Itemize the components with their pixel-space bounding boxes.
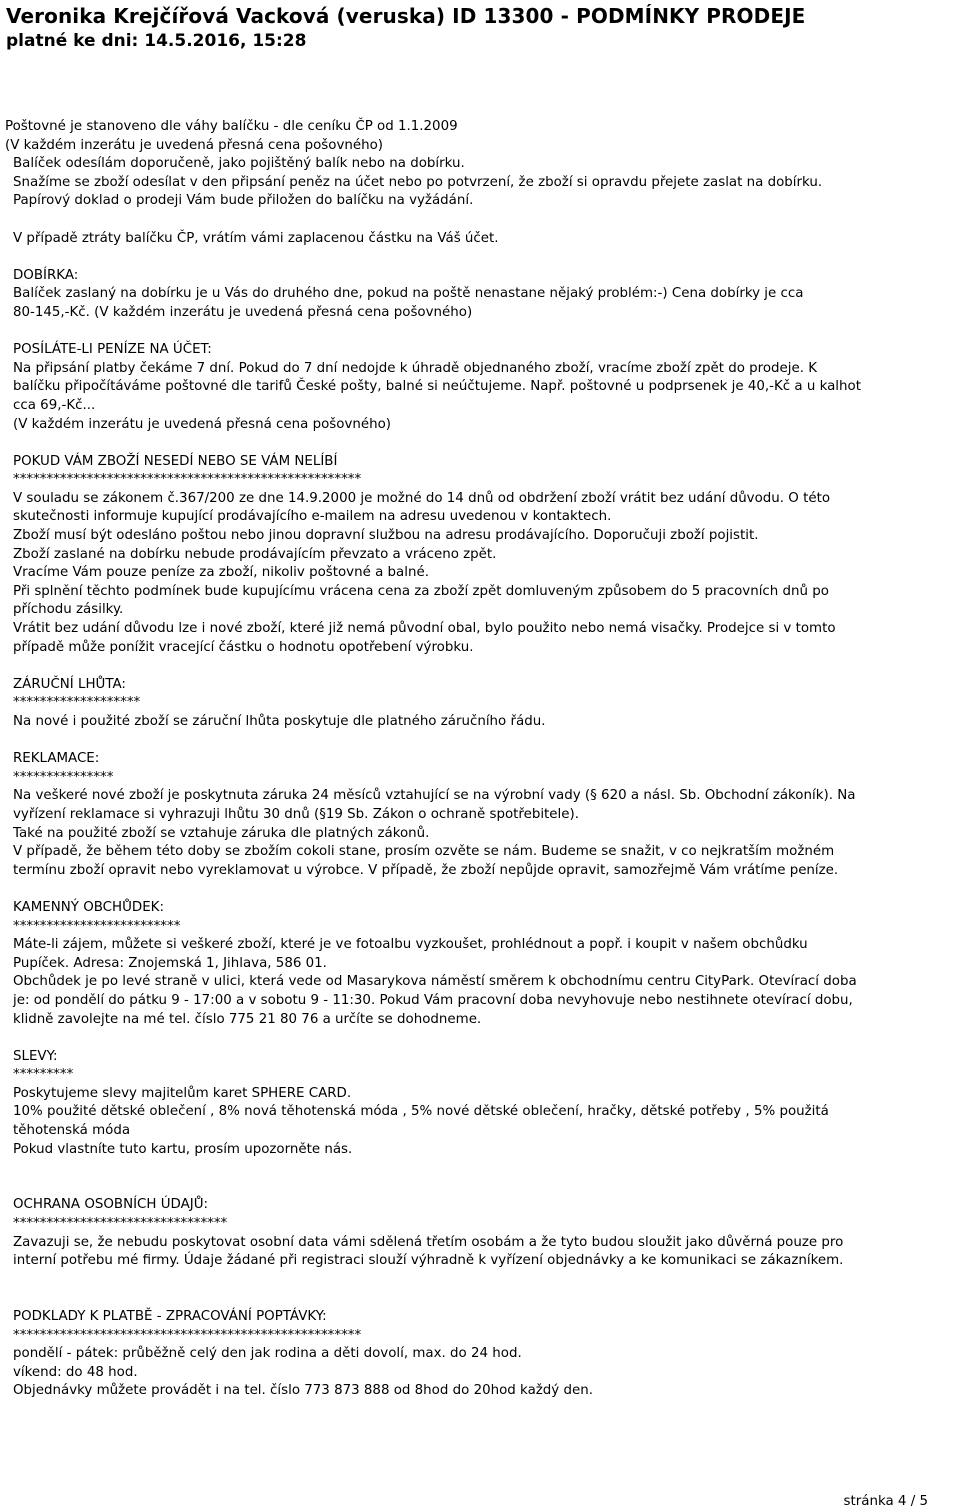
text-line: Objednávky můžete provádět i na tel. číslo 773 873 888 od 8hod do 20hod každý den. [13, 1383, 593, 1399]
text-line: termínu zboží opravit nebo vyreklamovat u výrobce. V případě, že zboží nepůjde opravit, samozřejmě Vám vrátíme peníze. [13, 862, 839, 878]
text-line: ************************* [13, 918, 181, 934]
text-line: (V každém inzerátu je uvedená přesná cena pošovného) [13, 416, 392, 432]
text-line: Poskytujeme slevy majitelům karet SPHERE CARD. [13, 1085, 352, 1101]
text-line: *************** [13, 769, 114, 785]
text-line: POSÍLÁTE-LI PENÍZE NA ÚČET: [13, 342, 212, 358]
blank-line [5, 1029, 955, 1048]
text-line: pondělí - pátek: průběžně celý den jak rodina a děti dovolí, max. do 24 hod. [13, 1346, 522, 1362]
text-line: 10% použité dětské oblečení , 8% nová těhotenská móda , 5% nové dětské oblečení, hračky, dětské potřeby , 5% použitá [13, 1104, 829, 1120]
text-line: Zavazuji se, že nebudu poskytovat osobní data vámi sdělená třetím osobám a že tyto budou sloužit jako důvěrná pouze pro [13, 1234, 844, 1250]
text-line: ******************* [13, 695, 141, 711]
text-line: těhotenská móda [13, 1123, 131, 1139]
text-line: ********* [13, 1067, 74, 1083]
blank-line [5, 732, 955, 751]
text-line: Máte-li zájem, můžete si veškeré zboží, které je ve fotoalbu vyzkoušet, prohlédnout a popř. i koupit v našem obchůdku [13, 937, 808, 953]
text-line: REKLAMACE: [13, 751, 100, 767]
text-line: je: od pondělí do pátku 9 - 17:00 a v sobotu 9 - 11:30. Pokud Vám pracovní doba nevyhovuje nebo nestihnete otevírací dobu, [13, 992, 853, 1008]
text-line: cca 69,-Kč... [13, 397, 96, 413]
text-line: příchodu zásilky. [13, 602, 124, 618]
text-line: Pupíček. Adresa: Znojemská 1, Jihlava, 586 01. [13, 955, 327, 971]
blank-line [5, 1159, 955, 1178]
text-line: Na veškeré nové zboží je poskytnuta záruka 24 měsíců vztahující se na výrobní vady (§ 620 a násl. Sb. Obchodní zákoník). Na [13, 788, 856, 804]
blank-line [5, 1289, 955, 1308]
text-line: V případě ztráty balíčku ČP, vrátím vámi zaplacenou částku na Váš účet. [13, 230, 499, 246]
text-line: Také na použité zboží se vztahuje záruka dle platných zákonů. [13, 825, 430, 841]
blank-line [5, 434, 955, 453]
text-line: vyřízení reklamace si vyhrazuji lhůtu 30 dnů (§19 Sb. Zákon o ochraně spotřebitele). [13, 806, 579, 822]
text-line: Vracíme Vám pouze peníze za zboží, nikoliv poštovné a balné. [13, 565, 429, 581]
text-line: Na nové i použité zboží se záruční lhůta poskytuje dle platného záručního řádu. [13, 714, 546, 729]
text-line: víkend: do 48 hod. [13, 1364, 138, 1380]
text-line: Na připsání platby čekáme 7 dní. Pokud do 7 dní nedojde k úhradě objednaného zboží, vracíme zboží zpět do prodeje. K [13, 360, 818, 376]
text-line: Obchůdek je po levé straně v ulici, která vede od Masarykova náměstí směrem k obchodnímu centru CityPark. Otevírací doba [13, 974, 857, 990]
text-line: Zboží zaslané na dobírku nebude prodávajícím převzato a vráceno zpět. [13, 546, 497, 562]
text-line: V případě, že během této doby se zbožím cokoli stane, prosím ozvěte se nám. Budeme se snažit, v co nejkratším možném [13, 844, 835, 860]
text-line: Snažíme se zboží odesílat v den připsání peněz na účet nebo po potvrzení, že zboží si opravdu přejete zaslat na dobírku. [13, 174, 823, 190]
text-line: Vrátit bez udání důvodu lze i nové zboží, které již nemá původní obal, bylo použito nebo nemá visačky. Prodejce si v tomto [13, 621, 836, 637]
document-header [6, 0, 956, 53]
text-line: interní potřebu mé firmy. Údaje žádané při registraci slouží výhradně k vyřízení objednávky a ke komunikaci se zákazníkem. [13, 1253, 844, 1269]
blank-line [5, 1178, 955, 1197]
terms-content [5, 118, 955, 1401]
text-line: skutečnosti informuje kupující prodávajícího e-mailem na adresu uvedenou v kontaktech. [13, 509, 612, 525]
text-line: ZÁRUČNÍ LHŮTA: [13, 676, 126, 692]
text-line: Pokud vlastníte tuto kartu, prosím upozorněte nás. [13, 1141, 353, 1157]
text-line: KAMENNÝ OBCHŮDEK: [13, 899, 164, 915]
text-line: (V každém inzerátu je uvedená přesná cena pošovného) [5, 137, 384, 153]
blank-line [5, 880, 955, 899]
text-line: Papírový doklad o prodeji Vám bude přiložen do balíčku na vyžádání. [13, 193, 474, 209]
valid-from-date: platné ke dni: 14.5.2016, 15:28 [6, 31, 307, 51]
blank-line [5, 657, 955, 676]
text-line: Balíček zaslaný na dobírku je u Vás do druhého dne, pokud na poště nenastane nějaký problém:-) Cena dobírky je cca [13, 286, 804, 302]
text-line: Balíček odesílám doporučeně, jako pojištěný balík nebo na dobírku. [13, 156, 465, 172]
blank-line [5, 323, 955, 342]
text-line: 80-145,-Kč. (V každém inzerátu je uvedená přesná cena pošovného) [13, 304, 473, 320]
text-line: DOBÍRKA: [13, 267, 79, 283]
text-line: OCHRANA OSOBNÍCH ÚDAJŮ: [13, 1197, 209, 1213]
text-line: Zboží musí být odesláno poštou nebo jinou dopravní službou na adresu prodávajícího. Doporučuji zboží pojistit. [13, 528, 759, 544]
blank-line [5, 248, 955, 267]
blank-line [5, 1271, 955, 1290]
document-title: Veronika Krejčířová Vacková (veruska) ID 13300 - PODMÍNKY PRODEJE [6, 4, 806, 28]
text-line: PODKLADY K PLATBĚ - ZPRACOVÁNÍ POPTÁVKY: [13, 1309, 327, 1324]
blank-line [5, 211, 955, 230]
text-line: Při splnění těchto podmínek bude kupujícímu vrácena cena za zboží zpět domluveným způsobem do 5 pracovních dnů po [13, 583, 829, 599]
text-line: V souladu se zákonem č.367/200 ze dne 14.9.2000 je možné do 14 dnů od obdržení zboží vrátit bez udání důvodu. O této [13, 490, 831, 506]
text-line: **************************************************** [13, 1327, 362, 1343]
text-line: klidně zavolejte na mé tel. číslo 775 21 80 76 a určíte se dohodneme. [13, 1011, 482, 1027]
text-line: **************************************************** [13, 472, 362, 488]
text-line: POKUD VÁM ZBOŽÍ NESEDÍ NEBO SE VÁM NELÍBÍ [13, 453, 338, 469]
text-line: ******************************** [13, 1216, 228, 1232]
page-number: stránka 4 / 5 [843, 1494, 928, 1509]
text-line: SLEVY: [13, 1048, 58, 1064]
text-line: Poštovné je stanoveno dle váhy balíčku - dle ceníku ČP od 1.1.2009 [5, 119, 458, 134]
text-line: případě může ponížit vracející částku o hodnotu opotřebení výrobku. [13, 639, 474, 655]
text-line: balíčku připočítáváme poštovné dle tarifů České pošty, balné si neúčtujeme. Např. poštovné u podprsenek je 40,-Kč a u kalhot [13, 379, 861, 395]
